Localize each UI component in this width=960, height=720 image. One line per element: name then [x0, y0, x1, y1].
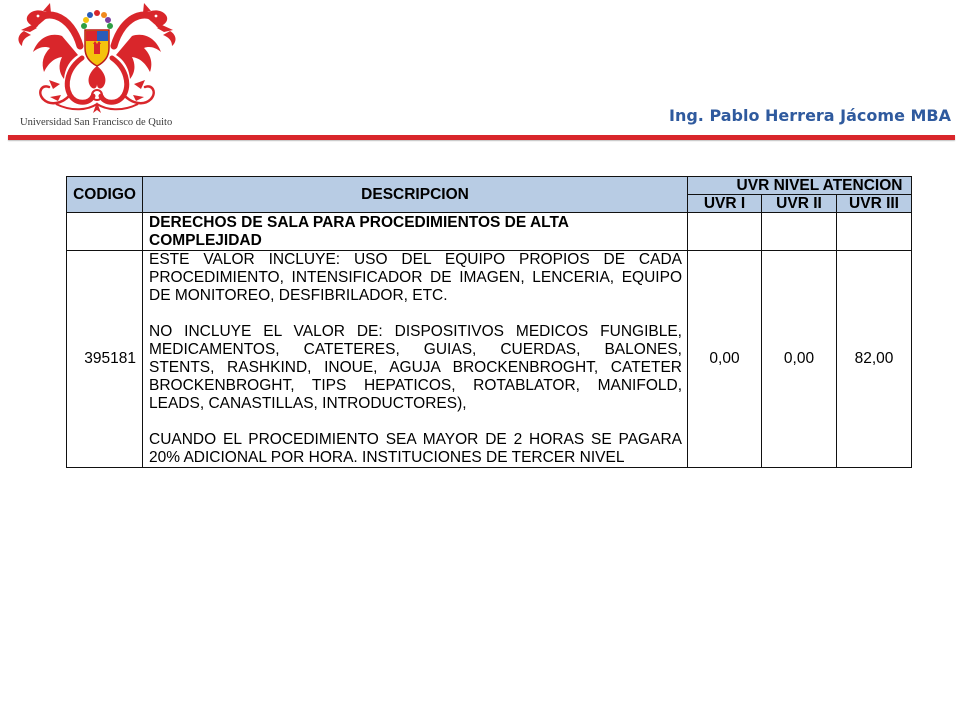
- header-divider: [8, 135, 955, 140]
- header-uvr-iii: UVR III: [837, 195, 912, 213]
- description-paragraph-excludes: [149, 323, 682, 413]
- header-uvr-i: UVR I: [688, 195, 762, 213]
- section-title-cell: [143, 213, 688, 251]
- codigo-cell: 395181: [67, 251, 143, 468]
- header-uvr-nivel-atencion: UVR NIVEL ATENCION: [688, 177, 912, 195]
- right-dragon: [101, 3, 176, 103]
- empty-uvr-cell: [762, 213, 837, 251]
- description-line: NO INCLUYE EL VALOR DE: DISPOSITIVOS MEDICOS FUNGIBLE,: [149, 323, 682, 340]
- left-dragon: [18, 3, 93, 103]
- description-line: BROCKENBROGHT, TIPS HEPATICOS, ROTABLATOR, MANIFOLD,: [149, 377, 682, 394]
- description-line: LEADS, CANASTILLAS, INTRODUCTORES),: [149, 395, 467, 412]
- header-descripcion: DESCRIPCION: [143, 177, 688, 213]
- crown-dots: [81, 10, 113, 29]
- description-line: STENTS, RASHKIND, INOUE, AGUJA BROCKENBROGHT, CATETER: [149, 359, 682, 376]
- uvr-ii-value: 0,00: [762, 251, 837, 468]
- header-codigo: CODIGO: [67, 177, 143, 213]
- empty-codigo-cell: [67, 213, 143, 251]
- table-header-row: [67, 177, 912, 195]
- fee-table: [66, 176, 912, 468]
- paragraph-spacer: [149, 305, 682, 323]
- empty-uvr-cell: [688, 213, 762, 251]
- description-paragraph-includes: [149, 251, 682, 305]
- paragraph-spacer: [149, 413, 682, 431]
- section-row: [67, 213, 912, 251]
- uvr-i-value: 0,00: [688, 251, 762, 468]
- description-line: PROCEDIMIENTO, INTENSIFICADOR DE IMAGEN, LENCERIA, EQUIPO: [149, 269, 682, 286]
- description-line: DE MONITOREO, DESFIBRILADOR, ETC.: [149, 287, 448, 304]
- logo-wordmark: Universidad San Francisco de Quito: [20, 117, 173, 128]
- description-line: 20% ADICIONAL POR HORA. INSTITUCIONES DE TERCER NIVEL: [149, 449, 625, 466]
- author-name: Ing. Pablo Herrera Jácome MBA: [669, 106, 951, 125]
- empty-uvr-cell: [837, 213, 912, 251]
- description-line: ESTE VALOR INCLUYE: USO DEL EQUIPO PROPIOS DE CADA: [149, 251, 682, 268]
- uvr-iii-value: 82,00: [837, 251, 912, 468]
- description-paragraph-surcharge: [149, 431, 682, 467]
- usfq-crest-icon: [0, 0, 192, 118]
- description-cell: [143, 251, 688, 468]
- header-uvr-ii: UVR II: [762, 195, 837, 213]
- section-title-line: DERECHOS DE SALA PARA PROCEDIMIENTOS DE ALTA: [149, 214, 569, 231]
- description-line: CUANDO EL PROCEDIMIENTO SEA MAYOR DE 2 HORAS SE PAGARA: [149, 431, 682, 448]
- section-title-line: COMPLEJIDAD: [149, 232, 262, 249]
- description-line: MEDICAMENTOS, CATETERES, GUIAS, CUERDAS, BALONES,: [149, 341, 682, 358]
- table-row: [67, 251, 912, 468]
